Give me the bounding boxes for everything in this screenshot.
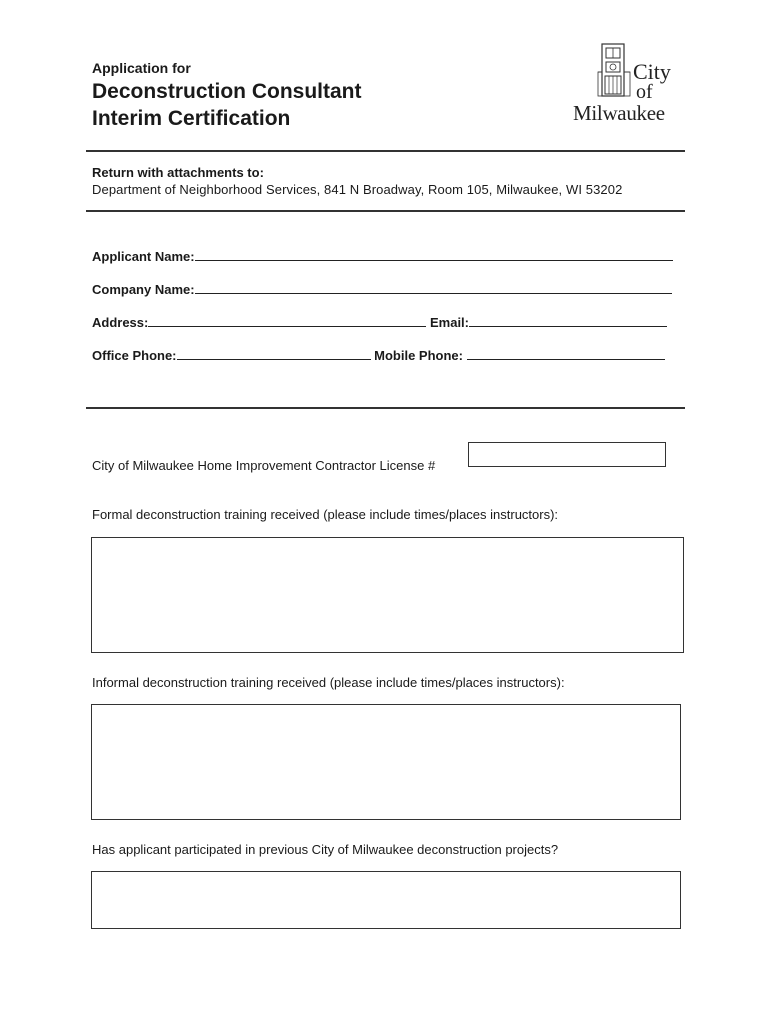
- informal-training-label: Informal deconstruction training received (please include times/places instructors):: [92, 675, 565, 690]
- company-name-row: [92, 280, 672, 297]
- phone-row: [92, 346, 665, 363]
- divider-top: [86, 150, 685, 152]
- address-field[interactable]: [148, 313, 426, 327]
- previous-projects-textarea[interactable]: [91, 871, 681, 929]
- company-name-label: Company Name:: [92, 282, 195, 297]
- city-of-milwaukee-logo: [573, 42, 686, 128]
- return-address: Department of Neighborhood Services, 841 N Broadway, Room 105, Milwaukee, WI 53202: [92, 182, 623, 197]
- address-row: [92, 313, 667, 330]
- address-label: Address:: [92, 315, 149, 330]
- form-title-line-1: Deconstruction Consultant: [92, 80, 362, 103]
- formal-training-label: Formal deconstruction training received (please include times/places instructors):: [92, 507, 559, 522]
- form-subtitle: Application for: [92, 60, 191, 76]
- email-field[interactable]: [469, 313, 667, 327]
- form-title-line-2: Interim Certification: [92, 107, 291, 130]
- divider-fields: [86, 407, 685, 409]
- return-heading: Return with attachments to:: [92, 165, 264, 180]
- email-label: Email:: [429, 315, 469, 330]
- previous-projects-label: Has applicant participated in previous City of Milwaukee deconstruction projects?: [92, 842, 559, 857]
- office-phone-label: Office Phone:: [92, 348, 177, 363]
- formal-training-textarea[interactable]: [91, 537, 684, 653]
- applicant-name-field[interactable]: [195, 247, 673, 261]
- logo-text-milwaukee: Milwaukee: [573, 101, 665, 125]
- office-phone-field[interactable]: [177, 346, 371, 360]
- license-label: City of Milwaukee Home Improvement Contractor License #: [92, 458, 436, 473]
- license-number-input[interactable]: [468, 442, 666, 467]
- form-title: [92, 78, 362, 132]
- mobile-phone-field[interactable]: [467, 346, 665, 360]
- company-name-field[interactable]: [195, 280, 672, 294]
- applicant-name-label: Applicant Name:: [92, 249, 195, 264]
- mobile-phone-label: Mobile Phone:: [374, 348, 463, 363]
- divider-return: [86, 210, 685, 212]
- logo-text-city: City: [633, 59, 671, 84]
- applicant-name-row: [92, 247, 673, 264]
- informal-training-textarea[interactable]: [91, 704, 681, 820]
- logo-text-of: of: [636, 81, 653, 103]
